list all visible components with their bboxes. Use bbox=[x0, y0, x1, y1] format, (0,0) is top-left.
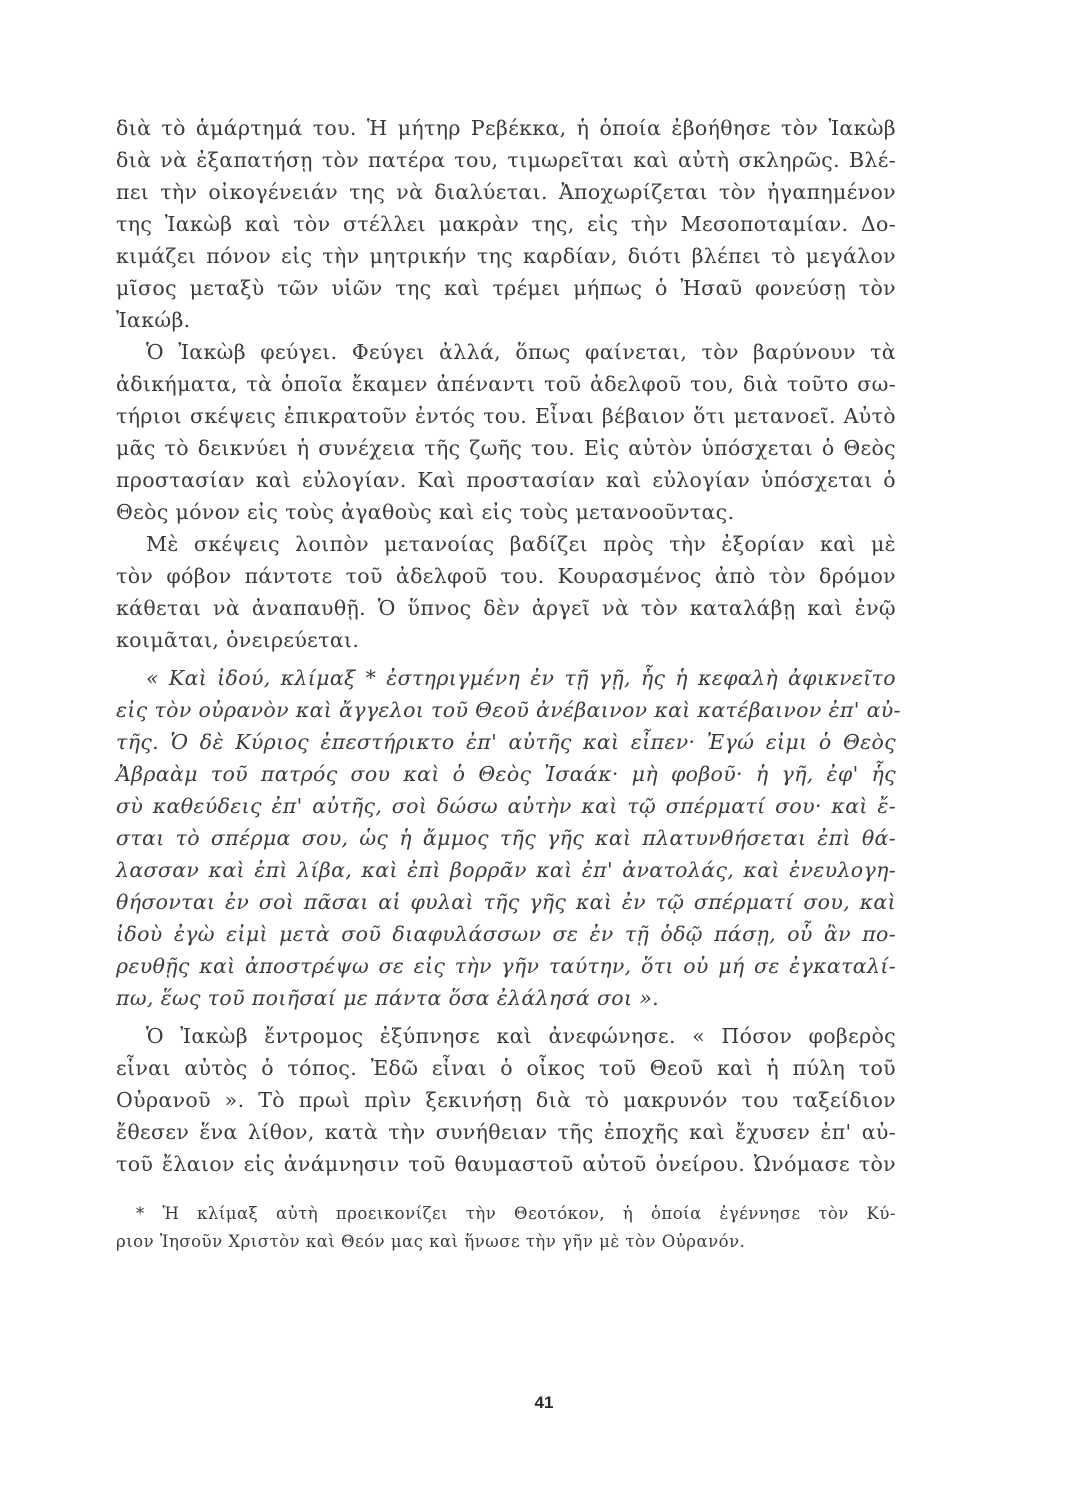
quote-line: λασσαν καὶ ἐπὶ λίβα, καὶ ἐπὶ βορρᾶν καὶ ἐπ' ἀνατολάς, καὶ ἐνευλογη- bbox=[116, 858, 896, 882]
footnote-line: * Ἡ κλίμαξ αὐτὴ προεικονίζει τὴν Θεοτόκον, ἡ ὁποία ἐγέννησε τὸν Κύ- bbox=[136, 1204, 896, 1223]
body-line: ἀδικήματα, τὰ ὁποῖα ἔκαμεν ἀπέναντι τοῦ ἀδελφοῦ του, διὰ τοῦτο σω- bbox=[116, 372, 896, 396]
quote-line: ἰδοὺ ἐγὼ εἰμὶ μετὰ σοῦ διαφυλάσσων σε ἐν τῇ ὁδῷ πάσῃ, οὗ ἂν πο- bbox=[116, 922, 896, 946]
quote-line: σται τὸ σπέρμα σου, ὡς ἡ ἄμμος τῆς γῆς καὶ πλατυνθήσεται ἐπὶ θά- bbox=[116, 826, 896, 850]
body-line: εἶναι αὐτὸς ὁ τόπος. Ἐδῶ εἶναι ὁ οἶκος τοῦ Θεοῦ καὶ ἡ πύλη τοῦ bbox=[116, 1056, 896, 1080]
body-line: πει τὴν οἰκογένειάν της νὰ διαλύεται. Ἀποχωρίζεται τὸν ἠγαπημένον bbox=[116, 180, 896, 204]
body-line: τὸν φόβον πάντοτε τοῦ ἀδελφοῦ του. Κουρασμένος ἀπὸ τὸν δρόμον bbox=[116, 564, 896, 588]
body-line: τοῦ ἔλαιον εἰς ἀνάμνησιν τοῦ θαυμαστοῦ αὐτοῦ ὀνείρου. Ὠνόμασε τὸν bbox=[116, 1152, 896, 1176]
body-line: Ὁ Ἰακὼβ φεύγει. Φεύγει ἀλλά, ὅπως φαίνεται, τὸν βαρύνουν τὰ bbox=[146, 340, 896, 364]
body-line: Μὲ σκέψεις λοιπὸν μετανοίας βαδίζει πρὸς τὴν ἐξορίαν καὶ μὲ bbox=[146, 532, 896, 556]
body-line: μᾶς τὸ δεικνύει ἡ συνέχεια τῆς ζωῆς του. Εἰς αὐτὸν ὑπόσχεται ὁ Θεὸς bbox=[116, 436, 896, 460]
body-line: προστασίαν καὶ εὐλογίαν. Καὶ προστασίαν καὶ εὐλογίαν ὑπόσχεται ὁ bbox=[116, 468, 896, 492]
quote-line: τῆς. Ὁ δὲ Κύριος ἐπεστήρικτο ἐπ' αὐτῆς καὶ εἶπεν· Ἐγώ εἰμι ὁ Θεὸς bbox=[116, 730, 896, 754]
quote-line: « Καὶ ἰδού, κλίμαξ * ἐστηριγμένη ἐν τῇ γῇ, ἧς ἡ κεφαλὴ ἀφικνεῖτο bbox=[146, 666, 896, 690]
quote-line: σὺ καθεύδεις ἐπ' αὐτῆς, σοὶ δώσω αὐτὴν καὶ τῷ σπέρματί σου· καὶ ἔ- bbox=[116, 794, 896, 818]
body-line: Ὁ Ἰακὼβ ἔντρομος ἐξύπνησε καὶ ἀνεφώνησε. « Πόσον φοβερὸς bbox=[146, 1024, 896, 1048]
body-line: Οὐρανοῦ ». Τὸ πρωὶ πρὶν ξεκινήσῃ διὰ τὸ μακρυνόν του ταξείδιον bbox=[116, 1088, 896, 1112]
body-line: κιμάζει πόνον εἰς τὴν μητρικήν της καρδίαν, διότι βλέπει τὸ μεγάλον bbox=[116, 244, 896, 268]
body-line: κάθεται νὰ ἀναπαυθῇ. Ὁ ὕπνος δὲν ἀργεῖ νὰ τὸν καταλάβῃ καὶ ἐνῷ bbox=[116, 596, 896, 620]
quote-line: εἰς τὸν οὐρανὸν καὶ ἄγγελοι τοῦ Θεοῦ ἀνέβαινον καὶ κατέβαινον ἐπ' αὐ- bbox=[116, 698, 901, 722]
body-line: κοιμᾶται, ὀνειρεύεται. bbox=[116, 628, 360, 652]
quote-line: Ἀβραὰμ τοῦ πατρός σου καὶ ὁ Θεὸς Ἰσαάκ· μὴ φοβοῦ· ἡ γῆ, ἐφ' ἧς bbox=[116, 762, 896, 786]
body-line: της Ἰακὼβ καὶ τὸν στέλλει μακρὰν της, εἰς τὴν Μεσοποταμίαν. Δο- bbox=[116, 212, 896, 236]
body-line: μῖσος μεταξὺ τῶν υἱῶν της καὶ τρέμει μήπως ὁ Ἠσαῦ φονεύσῃ τὸν bbox=[116, 276, 896, 300]
page-number: 41 bbox=[534, 1393, 554, 1412]
body-line: ἔθεσεν ἕνα λίθον, κατὰ τὴν συνήθειαν τῆς ἐποχῆς καὶ ἔχυσεν ἐπ' αὐ- bbox=[116, 1120, 896, 1144]
body-line: Θεὸς μόνον εἰς τοὺς ἀγαθοὺς καὶ εἰς τοὺς μετανοοῦντας. bbox=[116, 500, 735, 524]
body-line: Ἰακώβ. bbox=[116, 308, 191, 332]
quote-line: θήσονται ἐν σοὶ πᾶσαι αἱ φυλαὶ τῆς γῆς καὶ ἐν τῷ σπέρματί σου, καὶ bbox=[116, 890, 896, 914]
quote-line: ρευθῇς καὶ ἀποστρέψω σε εἰς τὴν γῆν ταύτην, ὅτι οὐ μή σε ἐγκαταλί- bbox=[116, 954, 896, 978]
body-line: διὰ νὰ ἐξαπατήσῃ τὸν πατέρα του, τιμωρεῖται καὶ αὐτὴ σκληρῶς. Βλέ- bbox=[116, 148, 896, 172]
body-line: τήριοι σκέψεις ἐπικρατοῦν ἐντός του. Εἶναι βέβαιον ὅτι μετανοεῖ. Αὐτὸ bbox=[116, 404, 896, 428]
body-line: διὰ τὸ ἁμάρτημά του. Ἡ μήτηρ Ρεβέκκα, ἡ ὁποία ἐβοήθησε τὸν Ἰακὼβ bbox=[116, 116, 896, 140]
quote-line: πω, ἕως τοῦ ποιῆσαί με πάντα ὅσα ἐλάλησά σοι ». bbox=[116, 986, 660, 1010]
footnote-line: ριον Ἰησοῦν Χριστὸν καὶ Θεόν μας καὶ ἥνωσε τὴν γῆν μὲ τὸν Οὐρανόν. bbox=[116, 1232, 746, 1251]
